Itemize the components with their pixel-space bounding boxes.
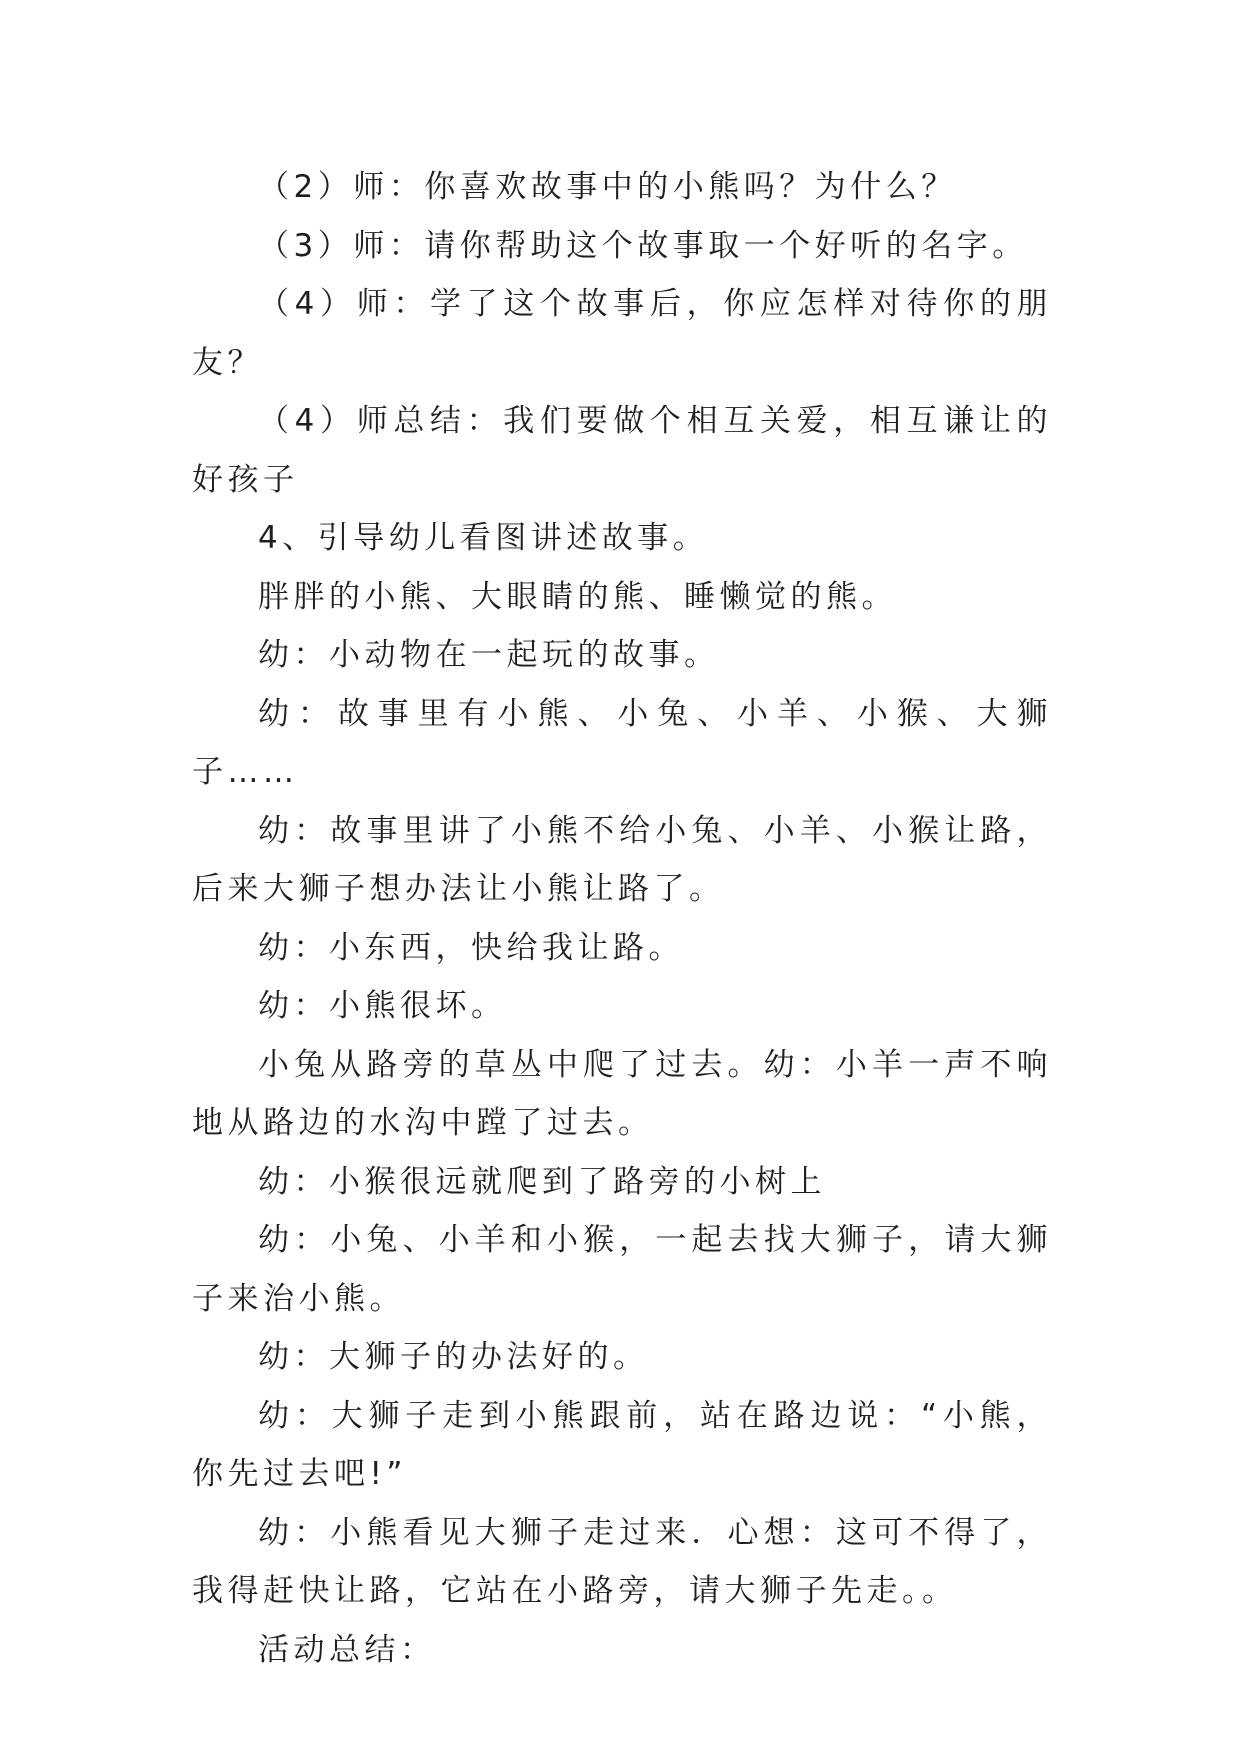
paragraph: 幼：故事里有小熊、小兔、小羊、小猴、大狮子…… xyxy=(192,695,1052,790)
paragraph: 4、引导幼儿看图讲述故事。 xyxy=(258,520,709,556)
paragraph: （4）师：学了这个故事后，你应怎样对待你的朋友？ xyxy=(192,286,1052,381)
paragraph: 幼：小兔、小羊和小猴，一起去找大狮子，请大狮子来治小熊。 xyxy=(192,1222,1052,1317)
paragraph: （3）师：请你帮助这个故事取一个好听的名字。 xyxy=(258,227,1028,264)
paragraph: 活动总结： xyxy=(258,1631,436,1668)
paragraph: 幼：小动物在一起玩的故事。 xyxy=(258,637,720,673)
paragraph: 幼：大狮子走到小熊跟前，站在路边说：“小熊，你先过去吧!” xyxy=(192,1397,1052,1492)
paragraph: 幼：故事里讲了小熊不给小兔、小羊、小猴让路，后来大狮子想办法让小熊让路了。 xyxy=(192,812,1052,907)
paragraph: 幼：小猴很远就爬到了路旁的小树上 xyxy=(258,1163,826,1200)
paragraph: 幼：小东西，快给我让路。 xyxy=(258,929,684,966)
document-body xyxy=(192,158,1052,1679)
paragraph: 幼：小熊很坏。 xyxy=(258,988,507,1024)
paragraph: （2）师：你喜欢故事中的小熊吗？为什么？ xyxy=(258,169,957,205)
paragraph: （4）师总结：我们要做个相互关爱，相互谦让的好孩子 xyxy=(192,403,1052,498)
paragraph: 小兔从路旁的草丛中爬了过去。幼：小羊一声不响地从路边的水沟中蹚了过去。 xyxy=(192,1046,1052,1141)
paragraph: 幼：小熊看见大狮子走过来．心想：这可不得了，我得赶快让路，它站在小路旁，请大狮子先走。。 xyxy=(192,1514,1052,1609)
paragraph: 幼：大狮子的办法好的。 xyxy=(258,1339,649,1375)
paragraph: 胖胖的小熊、大眼睛的熊、睡懒觉的熊。 xyxy=(258,578,897,615)
